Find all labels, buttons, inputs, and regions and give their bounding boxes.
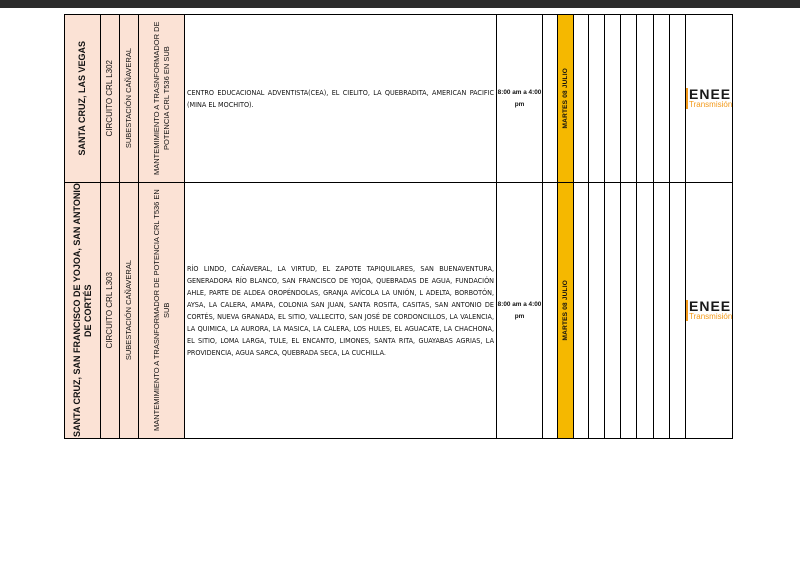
communities-text: CENTRO EDUCACIONAL ADVENTISTA(CEA), EL CIELITO, LA QUEBRADITA, AMERICAN PACIFIC (MINA EL MOCHITO). [187,87,494,109]
empty-cell [637,15,654,183]
hours-cell [497,15,543,183]
empty-cell [574,183,589,439]
empty-cell [574,15,589,183]
date-label: MARTES 08 JULIO [561,280,569,341]
logo-name: ENEE [689,298,732,314]
sector-label: SANTA CRUZ, SAN FRANCISCO DE YOJOA, SAN ANTONIO DE CORTÉS [71,183,93,438]
empty-cell [654,15,670,183]
logo-cell [686,183,733,439]
empty-cell [543,183,558,439]
work-cell [139,183,185,439]
top-edge-bar [0,0,800,8]
empty-cell [543,15,558,183]
sector-cell [65,15,101,183]
communities-cell [185,183,497,439]
work-description: MANTEMIMIENTO A TRASNFORMADOR DE POTENCIA CRL T536 EN SUB [151,21,171,176]
work-description: MANTEMIMIENTO A TRASNFORMADOR DE POTENCIA CRL T536 EN SUB [151,189,171,432]
substation-cell [120,15,139,183]
hours-text: 8:00 am a 4:00 pm [497,300,542,320]
date-label: MARTES 08 JULIO [561,68,569,129]
logo-cell [686,15,733,183]
enee-logo [686,15,732,182]
work-cell [139,15,185,183]
hours-cell [497,183,543,439]
empty-cell [589,15,605,183]
empty-cell [637,183,654,439]
sector-label: SANTA CRUZ, LAS VEGAS [77,41,87,156]
logo-subtitle: Transmisión [689,312,733,321]
table-row [65,15,733,183]
empty-cell [621,183,637,439]
communities-cell [185,15,497,183]
outage-schedule-table [64,14,733,439]
empty-cell [670,183,686,439]
empty-cell [670,15,686,183]
hours-text: 8:00 am a 4:00 pm [497,88,542,108]
empty-cell [654,183,670,439]
date-cell [558,183,574,439]
date-cell [558,15,574,183]
empty-cell [605,15,621,183]
substation-label: SUBESTACIÓN CAÑAVERAL [124,260,133,361]
substation-cell [120,183,139,439]
enee-logo [686,183,732,438]
circuit-cell [101,15,120,183]
sector-cell [65,183,101,439]
logo-subtitle: Transmisión [689,100,733,109]
circuit-label: CIRCUITO CRL L303 [105,272,114,349]
empty-cell [589,183,605,439]
circuit-label: CIRCUITO CRL L302 [105,60,114,137]
communities-text: RÍO LINDO, CAÑAVERAL, LA VIRTUD, EL ZAPOTE TAPIQUILARES, SAN BUENAVENTURA, GENERADORA RÍO BLANCO, SAN FRANCISCO DE YOJOA, QUEBRADAS DE AGUA, FUNDACIÓN AHLE, PARTE DE ALDEA OROPÉNDOLAS, GRANJA AVÍCOLA LA UNIÓN, L ADELTA, BORBOTÓN, AYSA, LA CALERA, AMAPA, COLONIA SAN JUAN, SANTA ROSITA, CASITAS, SAN ANTONIO DE CORTÉS, NUEVA GRANADA, EL SITIO, VALLECITO, SAN JOSÉ DE CORDONCILLOS, LA VALENCIA, LA QUIMICA, LA AURORA, LA MASICA, LA CALERA, LOS HULES, EL AGUACATE, LA CHACHONA, EL SITIO, LOMA LARGA, TULE, EL ENCANTO, LIMONES, SANTA RITA, GUAYABAS AGRIAS, LA PROVIDENCIA, AGUA SARCA, QUEBRADA SECA, LA CUCHILLA. [187,263,494,357]
empty-cell [605,183,621,439]
empty-cell [621,15,637,183]
table-row [65,183,733,439]
logo-name: ENEE [689,86,732,102]
substation-label: SUBESTACIÓN CAÑAVERAL [124,48,133,149]
circuit-cell [101,183,120,439]
logo-accent-bar [686,300,688,321]
logo-accent-bar [686,88,688,109]
